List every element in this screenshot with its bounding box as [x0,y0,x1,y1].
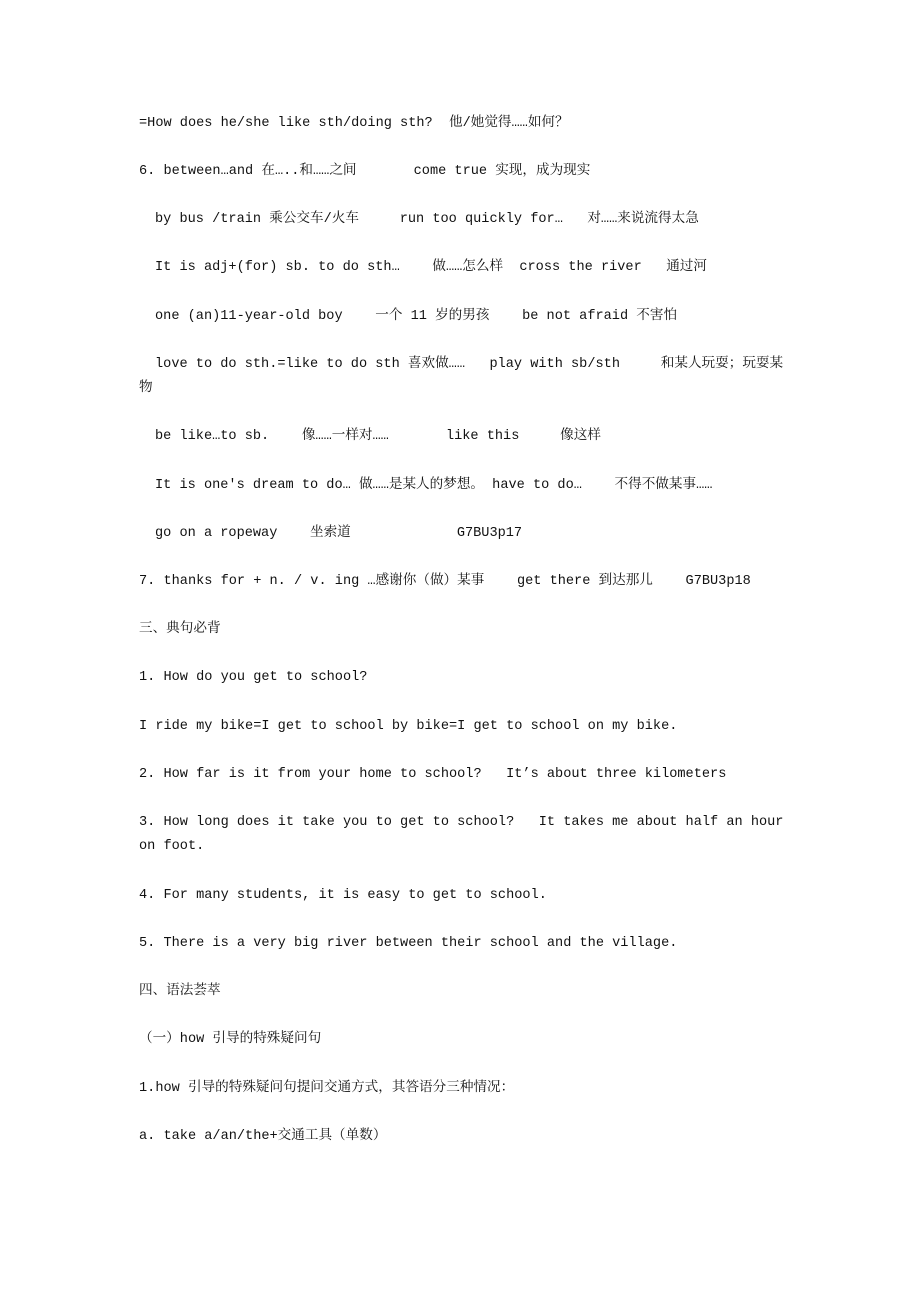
text-line: one (an)11-year-old boy 一个 11 岁的男孩 be not afraid 不害怕 [155,309,678,324]
sentence-1: 1. How do you get to school? [139,670,368,685]
text-line: It is adj+(for) sb. to do sth… 做……怎么样 cross the river 通过河 [155,260,707,275]
text-line: a. take a/an/the+交通工具（单数） [139,1129,387,1144]
subsection-heading: （一）how 引导的特殊疑问句 [139,1032,322,1047]
sentence-3: 3. How long does it take you to get to school? It takes me about half an hour on foot. [139,815,792,854]
text-line: go on a ropeway 坐索道 G7BU3p17 [155,526,523,541]
sentence-2: 2. How far is it from your home to school? It’s about three kilometers [139,767,727,782]
text-line: It is one's dream to do… 做……是某人的梦想。 have to do… 不得不做某事…… [155,478,713,493]
text-line: by bus /train 乘公交车/火车 run too quickly for… 对……来说流得太急 [155,212,699,227]
text-line: love to do sth.=like to do sth 喜欢做…… play with sb/sth 和某人玩耍；玩耍某物 [139,357,784,396]
sentence-5: 5. There is a very big river between their school and the village. [139,936,678,951]
section-heading: 四、语法荟萃 [139,984,221,999]
sentence-4: 4. For many students, it is easy to get to school. [139,888,547,903]
text-line: 1.how 引导的特殊疑问句提问交通方式，其答语分三种情况： [139,1081,515,1096]
text-line: =How does he/she like sth/doing sth? 他/她觉得……如何？ [139,116,569,131]
text-line: be like…to sb. 像……一样对…… like this 像这样 [155,429,601,444]
section-heading: 三、典句必背 [139,622,221,637]
list-item-6: 6. between…and 在…..和……之间 come true 实现，成为现实 [139,164,591,179]
sentence-1-answer: I ride my bike=I get to school by bike=I get to school on my bike. [139,719,678,734]
list-item-7: 7. thanks for + n. / v. ing …感谢你（做）某事 get there 到达那儿 G7BU3p18 [139,574,751,589]
